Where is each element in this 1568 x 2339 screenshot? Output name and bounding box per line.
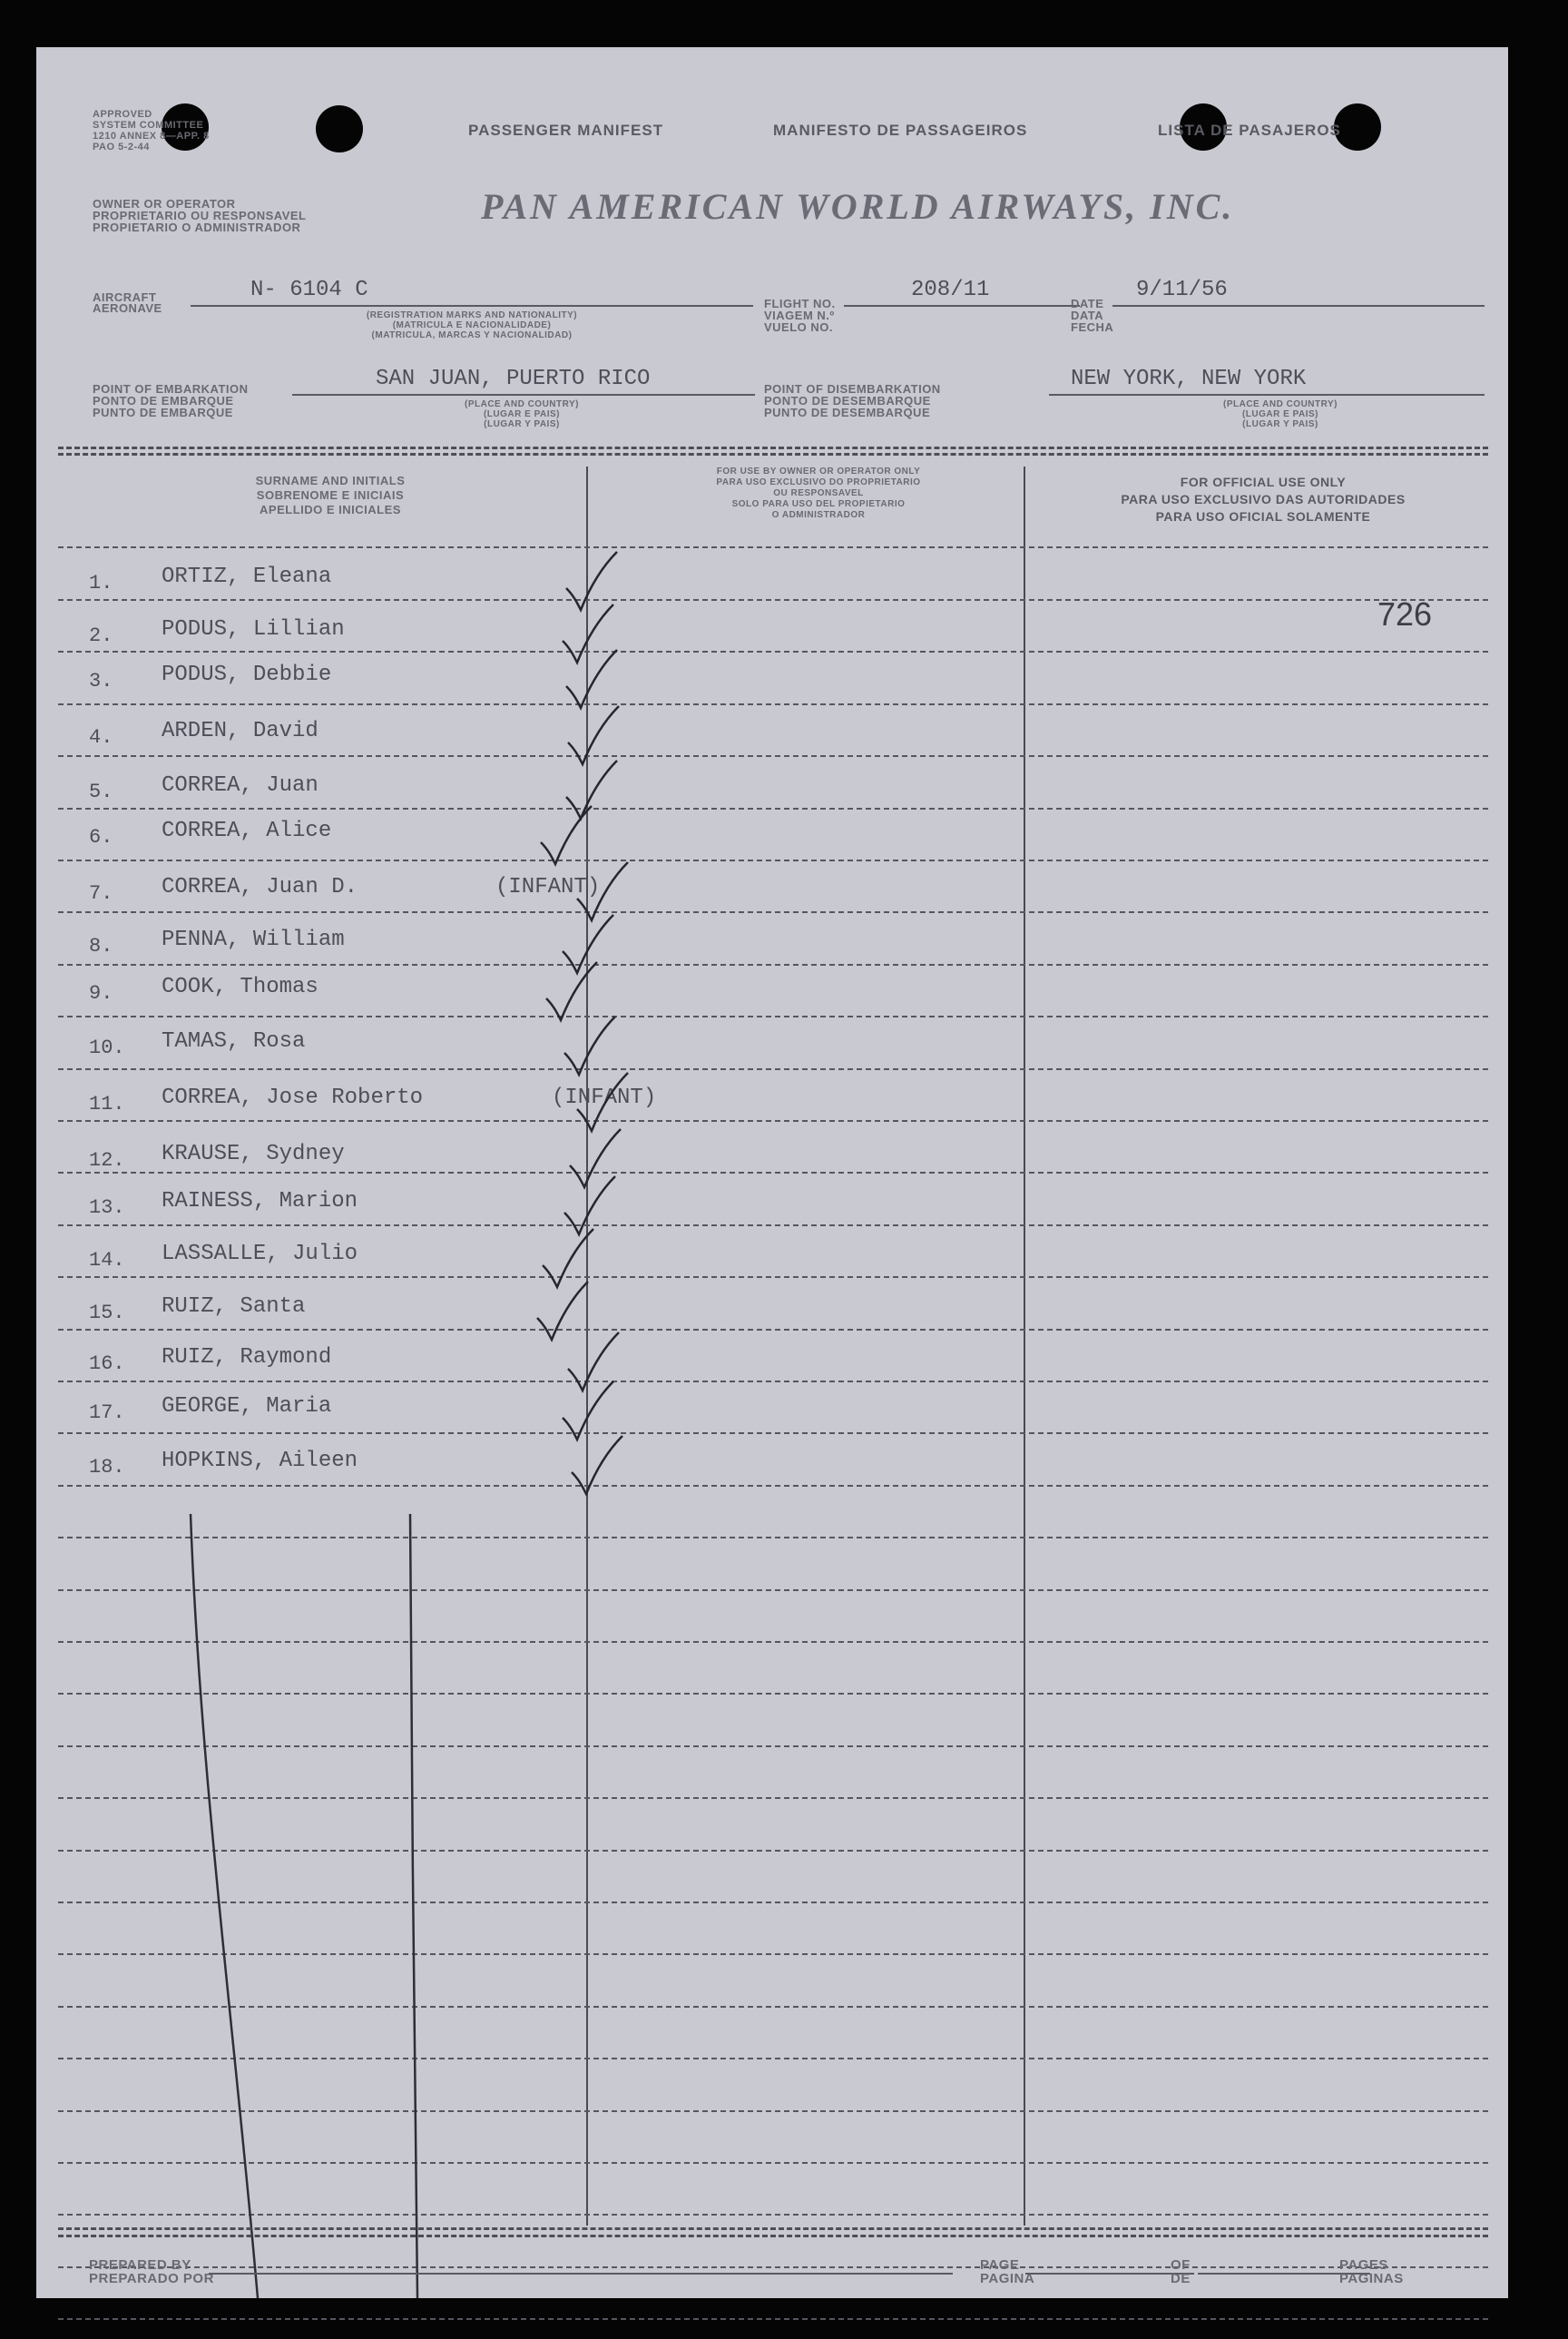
approval-line: APPROVED bbox=[93, 109, 152, 120]
passenger-number: 18. bbox=[89, 1456, 125, 1479]
disembarkation-labels: POINT OF DISEMBARKATION PONTO DE DESEMBARQUE PUNTO DE DESEMBARQUE bbox=[764, 382, 941, 419]
owner-value: PAN AMERICAN WORLD AIRWAYS, INC. bbox=[481, 186, 1235, 227]
passenger-name: CORREA, Juan bbox=[162, 773, 318, 798]
passenger-name: TAMAS, Rosa bbox=[162, 1029, 306, 1054]
disembarkation-value: NEW YORK, NEW YORK bbox=[1071, 367, 1307, 391]
passenger-name: GEORGE, Maria bbox=[162, 1394, 332, 1419]
passenger-number: 11. bbox=[89, 1093, 125, 1115]
passenger-number: 2. bbox=[89, 624, 113, 647]
aircraft-sub: (REGISTRATION MARKS AND NATIONALITY) (MATRICULA E NACIONALIDADE) (MATRICULA, MARCAS Y NACIONALIDAD) bbox=[366, 310, 578, 340]
passenger-name: LASSALLE, Julio bbox=[162, 1242, 358, 1266]
passenger-name: ORTIZ, Eleana bbox=[162, 565, 332, 589]
passenger-name: CORREA, Juan D. bbox=[162, 875, 358, 899]
passenger-name: RUIZ, Raymond bbox=[162, 1345, 332, 1370]
title-es: LISTA DE PASAJEROS bbox=[1158, 122, 1341, 139]
handwritten-lines bbox=[36, 47, 1508, 2298]
date-value: 9/11/56 bbox=[1136, 278, 1228, 302]
owner-labels: OWNER OR OPERATOR PROPRIETARIO OU RESPONSAVEL PROPIETARIO O ADMINISTRADOR bbox=[93, 197, 307, 234]
footer-prepared: PREPARED BY PREPARADO POR bbox=[89, 2257, 214, 2286]
col-header-surname: SURNAME AND INITIALS SOBRENOME E INICIAIS APELLIDO E INICIALES bbox=[255, 474, 406, 516]
passenger-number: 15. bbox=[89, 1302, 125, 1324]
manifest-sheet bbox=[36, 47, 1508, 2298]
passenger-number: 12. bbox=[89, 1149, 125, 1172]
passenger-number: 7. bbox=[89, 882, 113, 905]
footer-page: PAGE PAGINA bbox=[980, 2257, 1035, 2286]
passenger-name: KRAUSE, Sydney bbox=[162, 1142, 345, 1166]
passenger-name: PODUS, Lillian bbox=[162, 617, 345, 642]
approval-line: SYSTEM COMMITTEE bbox=[93, 120, 204, 131]
passenger-number: 3. bbox=[89, 670, 113, 693]
passenger-number: 8. bbox=[89, 935, 113, 958]
row-line bbox=[58, 2318, 1488, 2320]
passenger-name: CORREA, Jose Roberto bbox=[162, 1086, 424, 1110]
passenger-name: COOK, Thomas bbox=[162, 975, 318, 999]
date-labels: DATE DATA FECHA bbox=[1071, 297, 1114, 334]
col-header-official-use: FOR OFFICIAL USE ONLY PARA USO EXCLUSIVO DAS AUTORIDADES PARA USO OFICIAL SOLAMENTE bbox=[1121, 475, 1406, 524]
passenger-number: 17. bbox=[89, 1401, 125, 1424]
footer-page-rule bbox=[1025, 2273, 1194, 2275]
passenger-number: 10. bbox=[89, 1037, 125, 1059]
passenger-note: (INFANT) bbox=[495, 875, 601, 899]
flight-labels: FLIGHT NO. VIAGEM N.º VUELO NO. bbox=[764, 297, 836, 334]
approval-line: PAO 5-2-44 bbox=[93, 142, 150, 152]
footer-pages: PAGES PAGINAS bbox=[1339, 2257, 1404, 2286]
approval-line: 1210 ANNEX 8—APP. 8 bbox=[93, 131, 210, 142]
disembarkation-sub: (PLACE AND COUNTRY) (LUGAR E PAIS) (LUGAR Y PAIS) bbox=[1223, 399, 1338, 429]
passenger-number: 1. bbox=[89, 572, 113, 595]
passenger-number: 5. bbox=[89, 781, 113, 803]
passenger-name: CORREA, Alice bbox=[162, 819, 332, 843]
table-bottom-rule bbox=[58, 2227, 1488, 2230]
passenger-number: 14. bbox=[89, 1249, 125, 1272]
aircraft-labels: AIRCRAFT AERONAVE bbox=[93, 290, 162, 315]
footer-of: OF DE bbox=[1171, 2257, 1191, 2286]
passenger-note: (INFANT) bbox=[552, 1086, 657, 1110]
table-bottom-rule bbox=[58, 2235, 1488, 2237]
passenger-number: 4. bbox=[89, 726, 113, 749]
passenger-name: RAINESS, Marion bbox=[162, 1189, 358, 1214]
passenger-name: HOPKINS, Aileen bbox=[162, 1449, 358, 1473]
title-pt: MANIFESTO DE PASSAGEIROS bbox=[773, 122, 1028, 139]
passenger-number: 6. bbox=[89, 826, 113, 849]
passenger-name: RUIZ, Santa bbox=[162, 1294, 306, 1319]
embarkation-sub: (PLACE AND COUNTRY) (LUGAR E PAIS) (LUGAR Y PAIS) bbox=[465, 399, 579, 429]
official-number: 726 bbox=[1377, 595, 1433, 633]
passenger-name: PENNA, William bbox=[162, 928, 345, 952]
embarkation-value: SAN JUAN, PUERTO RICO bbox=[376, 367, 651, 391]
passenger-number: 9. bbox=[89, 982, 113, 1005]
flight-value: 208/11 bbox=[911, 278, 990, 302]
footer-prepared-rule bbox=[209, 2273, 953, 2275]
passenger-number: 13. bbox=[89, 1196, 125, 1219]
passenger-name: PODUS, Debbie bbox=[162, 663, 332, 687]
title-en: PASSENGER MANIFEST bbox=[468, 122, 664, 139]
col-header-owner-use: FOR USE BY OWNER OR OPERATOR ONLY PARA USO EXCLUSIVO DO PROPRIETARIO OU RESPONSAVEL SOLO PARA USO DEL PROPIETARIO O ADMINISTRADOR bbox=[716, 467, 921, 520]
passenger-number: 16. bbox=[89, 1352, 125, 1375]
aircraft-value: N- 6104 C bbox=[250, 278, 368, 302]
passenger-name: ARDEN, David bbox=[162, 719, 318, 743]
embarkation-labels: POINT OF EMBARKATION PONTO DE EMBARQUE PUNTO DE EMBARQUE bbox=[93, 382, 249, 419]
